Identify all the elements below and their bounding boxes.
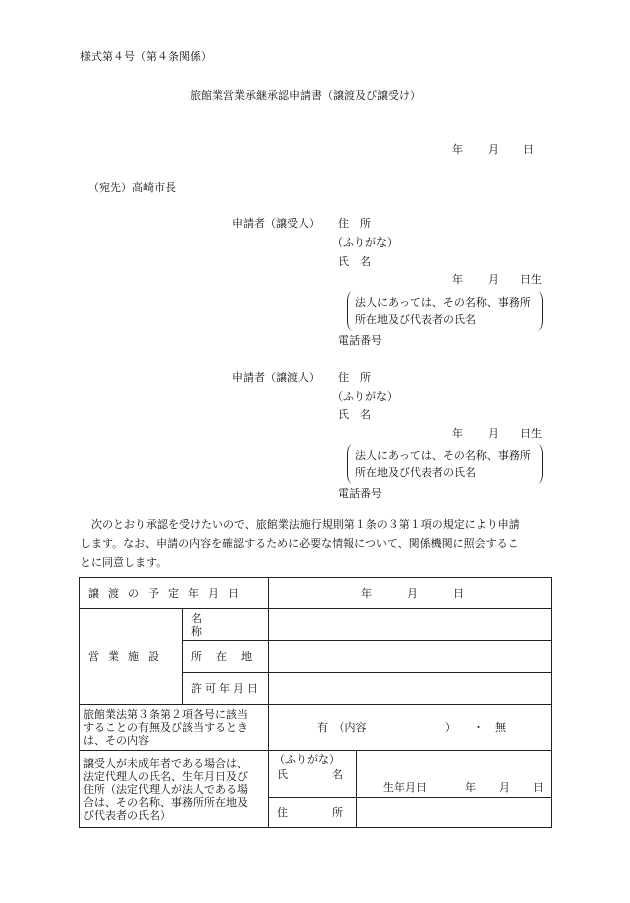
- transfer-date-month: 月: [407, 587, 418, 600]
- transferee-birth-year: 年: [452, 273, 463, 286]
- minor-line3: 住所（法定代理人が法人である場: [83, 782, 248, 796]
- transferee-corporate-note: [347, 291, 543, 331]
- transferee-name-label: 氏 名: [338, 255, 371, 268]
- date-year: 年: [452, 143, 463, 156]
- article-question-cell: [80, 705, 269, 751]
- article-answer-close: ）: [445, 721, 456, 734]
- article-line1: 旅館業法第３条第２項各号に該当: [83, 708, 248, 721]
- minor-line4: 合は、その名称、事務所所在地及: [83, 795, 248, 809]
- facility-permit-value[interactable]: [269, 673, 552, 705]
- article-answer-cell[interactable]: [269, 705, 552, 751]
- guardian-name-label: 氏 名: [277, 768, 343, 781]
- addressee: （宛先）高崎市長: [88, 181, 176, 194]
- document-title: 旅館業営業承継承認申請書（譲渡及び譲受け）: [190, 89, 421, 102]
- facility-location-value[interactable]: [269, 641, 552, 673]
- minor-line5: び代表者の氏名）: [83, 808, 171, 822]
- guardian-address-label: 住 所: [277, 806, 343, 819]
- transferor-corp-note-line1: 法人にあっては、その名称、事務所: [355, 449, 531, 462]
- transferor-address-label: 住 所: [338, 371, 371, 384]
- transferee-birth-day: 日生: [520, 273, 542, 286]
- article-line2: することの有無及び該当するとき: [83, 721, 248, 734]
- transferee-phone-label: 電話番号: [338, 334, 382, 347]
- transferee-corp-note-line2: 所在地及び代表者の氏名: [355, 313, 476, 326]
- minor-line2: 法定代理人の氏名、生年月日及び: [83, 769, 248, 783]
- article-answer-yes[interactable]: 有 （内容: [317, 721, 367, 734]
- form-number: 様式第４号（第４条関係）: [80, 50, 212, 63]
- guardian-address-label-cell: [269, 798, 357, 828]
- transfer-date-label-cell: 譲渡の予定年月日: [80, 578, 269, 609]
- date-day: 日: [523, 143, 534, 156]
- statement-line3: とに同意します。: [80, 556, 168, 569]
- minor-guardian-question-cell: [80, 751, 269, 828]
- transfer-date-day: 日: [453, 587, 464, 600]
- transferee-corp-note-line1: 法人にあっては、その名称、事務所: [355, 296, 531, 309]
- guardian-name-label-cell: [269, 751, 357, 798]
- facility-location-label-cell: 所在地: [183, 641, 269, 673]
- guardian-name-value-cell[interactable]: [357, 751, 552, 798]
- transferor-role: 申請者（譲渡人）: [232, 371, 320, 384]
- article-line3: は、その内容: [83, 734, 149, 747]
- guardian-birth-label: 生年月日: [383, 781, 427, 794]
- guardian-birth-day: 日: [533, 781, 544, 794]
- date-month: 月: [488, 143, 499, 156]
- transfer-date-value-cell[interactable]: [269, 578, 552, 609]
- transferee-furigana-label: （ふりがな）: [332, 236, 398, 249]
- transferor-name-label: 氏 名: [338, 408, 371, 421]
- facility-name-value[interactable]: [269, 609, 552, 641]
- transferor-birth-month: 月: [488, 427, 499, 440]
- transferor-phone-label: 電話番号: [338, 487, 382, 500]
- transferor-corp-note-line2: 所在地及び代表者の氏名: [355, 466, 476, 479]
- guardian-birth-month: 月: [499, 781, 510, 794]
- transferor-corporate-note: [347, 444, 543, 484]
- article-answer-dot: ・: [473, 721, 484, 734]
- transferee-role: 申請者（譲受人）: [232, 217, 320, 230]
- facility-name-label-cell: 名称: [183, 609, 269, 641]
- statement-line2: します。なお、申請の内容を確認するために必要な情報について、関係機関に照会するこ: [80, 537, 519, 550]
- transferor-furigana-label: （ふりがな）: [332, 390, 398, 403]
- guardian-birth-year: 年: [465, 781, 476, 794]
- transferee-birth-month: 月: [488, 273, 499, 286]
- transferor-birth-day: 日生: [520, 427, 542, 440]
- transferee-address-label: 住 所: [338, 217, 371, 230]
- minor-line1: 譲受人が未成年者である場合は、: [83, 756, 248, 770]
- facility-permit-label-cell: 許可年月日: [183, 673, 269, 705]
- statement-line1: 次のとおり承認を受けたいので、旅館業法施行規則第１条の３第１項の規定により申請: [91, 518, 520, 531]
- guardian-furigana-label: （ふりがな）: [274, 753, 340, 766]
- request-statement: [80, 515, 555, 572]
- guardian-address-value[interactable]: [357, 798, 552, 828]
- transferor-birth-year: 年: [452, 427, 463, 440]
- application-table: [79, 577, 552, 828]
- facility-label-cell: 営業施設: [80, 609, 183, 705]
- transfer-date-year: 年: [361, 587, 372, 600]
- article-answer-no[interactable]: 無: [495, 721, 506, 734]
